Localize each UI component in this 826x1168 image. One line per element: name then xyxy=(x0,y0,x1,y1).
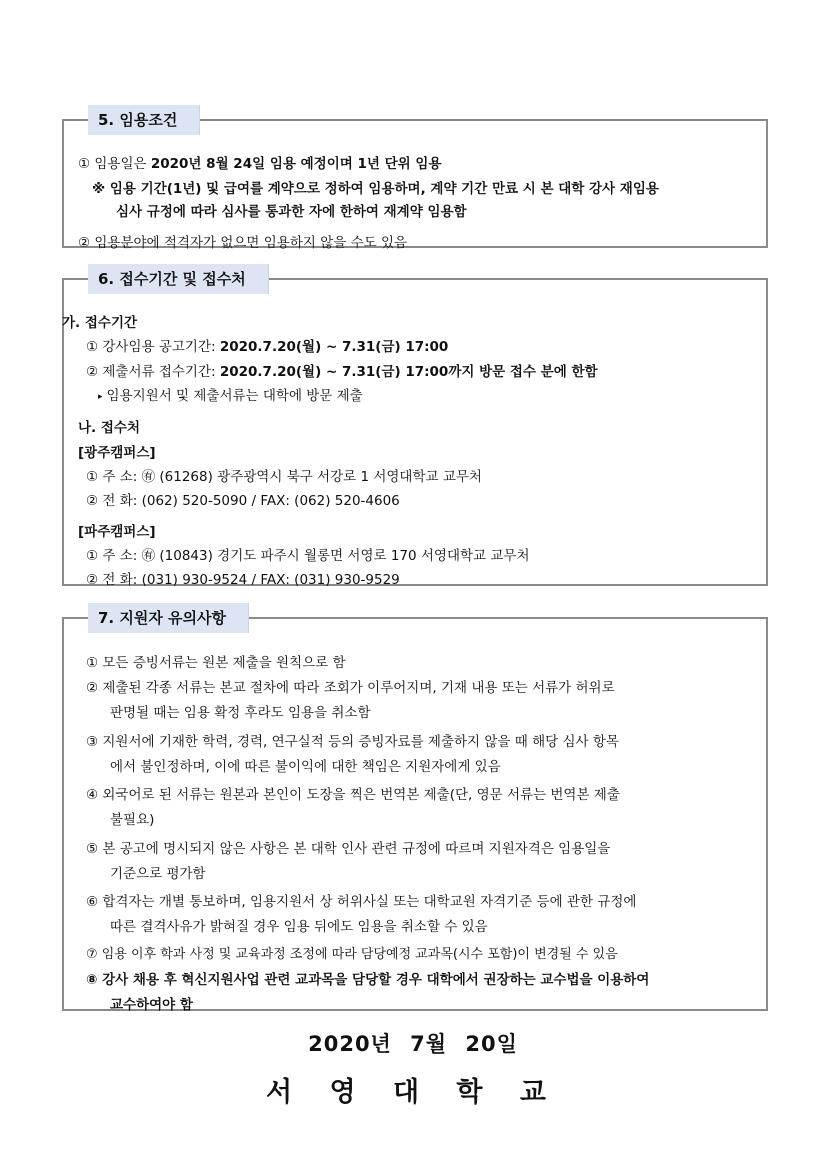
section-title: 5. 임용조건 xyxy=(88,105,200,135)
triangle-right-icon: ▸ xyxy=(98,392,103,402)
condition-item-1: ① 임용일은 2020년 8월 24일 임용 예정이며 1년 단위 임용 xyxy=(78,156,442,172)
note-item-2: ② 제출된 각종 서류는 본교 절차에 따라 조회가 이루어지며, 기재 내용 또는 서류가 허위로 xyxy=(86,680,615,696)
gwangju-campus-label: [광주캠퍼스] xyxy=(78,445,156,461)
note-item-5: ⑤ 본 공고에 명시되지 않은 사항은 본 대학 인사 관련 규정에 따르며 지원자격은 임용일을 xyxy=(86,841,611,857)
note-item-6: ⑥ 합격자는 개별 통보하며, 임용지원서 상 허위사실 또는 대학교원 자격기준 등에 관한 규정에 xyxy=(86,894,637,910)
announcement-date: 2020년 7월 20일 xyxy=(308,1032,518,1056)
section-title: 7. 지원자 유의사항 xyxy=(88,603,249,633)
section-reception xyxy=(62,270,768,588)
condition-item-2: ② 임용분야에 적격자가 없으면 임용하지 않을 수도 있음 xyxy=(78,235,408,251)
section-employment-conditions xyxy=(62,111,768,251)
condition-note-line1: ※ 임용 기간(1년) 및 급여를 계약으로 정하여 임용하며, 계약 기간 만료 시 본 대학 강사 재임용 xyxy=(92,181,659,197)
section-applicant-notes xyxy=(62,609,768,1013)
visit-note: ▸ 임용지원서 및 제출서류는 대학에 방문 제출 xyxy=(98,388,363,404)
reception-place-heading: 나. 접수처 xyxy=(78,420,140,436)
note-item-3: ③ 지원서에 기재한 학력, 경력, 연구실적 등의 증빙자료를 제출하지 않을 때 해당 심사 항목 xyxy=(86,734,619,750)
gwangju-phone: ② 전 화: (062) 520-5090 / FAX: (062) 520-4606 xyxy=(86,493,400,509)
period-item-1: ① 강사임용 공고기간: 2020.7.20(월) ~ 7.31(금) 17:00 xyxy=(86,339,449,355)
university-name: 서 영 대 학 교 xyxy=(265,1077,560,1108)
paju-campus-label: [파주캠퍼스] xyxy=(78,524,156,540)
note-item-2-cont: 판명될 때는 임용 확정 후라도 임용을 취소함 xyxy=(110,705,371,721)
gwangju-address: ① 주 소: ㊒ (61268) 광주광역시 북구 서강로 1 서영대학교 교무처 xyxy=(86,469,482,485)
note-item-3-cont: 에서 불인정하며, 이에 따른 불이익에 대한 책임은 지원자에게 있음 xyxy=(110,759,501,775)
note-item-6-cont: 따른 결격사유가 밝혀질 경우 임용 뒤에도 임용을 취소할 수 있음 xyxy=(110,919,488,935)
note-item-4: ④ 외국어로 된 서류는 원본과 본인이 도장을 찍은 번역본 제출(단, 영문 서류는 번역본 제출 xyxy=(86,787,620,803)
note-item-4-cont: 불필요) xyxy=(110,812,155,828)
note-item-8: ⑧ 강사 채용 후 혁신지원사업 관련 교과목을 담당할 경우 대학에서 권장하는 교수법을 이용하여 xyxy=(86,972,650,988)
condition-note-line2: 심사 규정에 따라 심사를 통과한 자에 한하여 재계약 임용함 xyxy=(116,204,467,220)
note-item-5-cont: 기준으로 평가함 xyxy=(110,866,206,882)
period-item-2: ② 제출서류 접수기간: 2020.7.20(월) ~ 7.31(금) 17:00까지 방문 접수 분에 한함 xyxy=(86,364,598,380)
note-item-1: ① 모든 증빙서류는 원본 제출을 원칙으로 함 xyxy=(86,655,346,671)
note-item-8-cont: 교수하여야 함 xyxy=(110,997,193,1013)
note-item-7: ⑦ 임용 이후 학과 사정 및 교육과정 조정에 따라 담당예정 교과목(시수 포함)이 변경될 수 있음 xyxy=(86,947,618,962)
section-title: 6. 접수기간 및 접수처 xyxy=(88,264,269,294)
reception-period-heading: 가. 접수기간 xyxy=(62,315,138,331)
paju-address: ① 주 소: ㊒ (10843) 경기도 파주시 월롱면 서영로 170 서영대학교 교무처 xyxy=(86,548,530,564)
paju-phone: ② 전 화: (031) 930-9524 / FAX: (031) 930-9529 xyxy=(86,572,400,588)
